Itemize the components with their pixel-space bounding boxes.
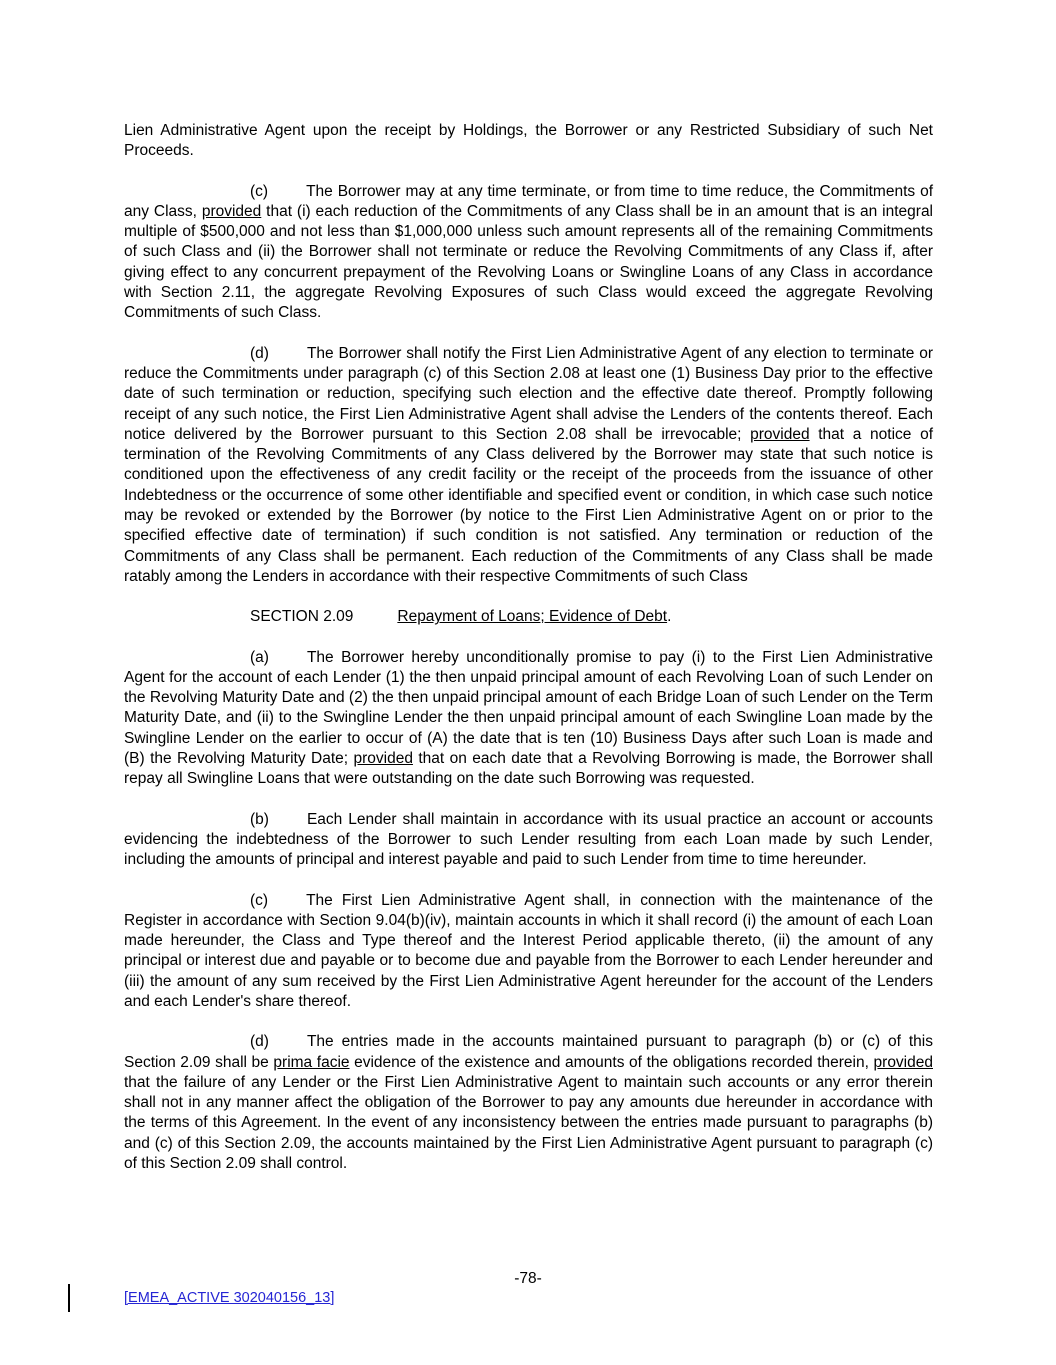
text-run: that the failure of any Lender or the First Lien Administrative Agent to maintain such accounts or any error therein shall not in any manner affect the obligation of the Borrower to pay any amounts due hereunder in accordance with the terms of this Agreement. In the event of any inconsistency between the entries made pursuant to paragraphs (b) and (c) of this Section 2.09, the accounts maintained by the First Lien Administrative Agent pursuant to paragraph (c) of this Section 2.09 shall control. [124, 1073, 933, 1173]
paragraph-text [124, 345, 933, 585]
paragraph-2-09-b [124, 810, 933, 871]
paragraph-marker: (d) [250, 1033, 269, 1051]
underlined-term: prima facie [273, 1053, 350, 1071]
paragraph-text [124, 122, 933, 159]
underlined-term: provided [750, 425, 810, 443]
paragraph-text [124, 1033, 933, 1172]
section-title [397, 608, 671, 625]
underlined-term: Repayment of Loans; Evidence of Debt [397, 608, 668, 626]
paragraph-text [124, 649, 933, 788]
text-run: The Borrower hereby unconditionally promise to pay (i) to the First Lien Administrative Agent for the account of each Lender (1) the then unpaid principal amount of each Revolving Loan of such Lender on the Revolving Maturity Date and (2) the then unpaid principal amount of each Bridge Loan of such Lender on the Term Maturity Date, and (ii) to the Swingline Lender the then unpaid principal amount of each Swingline Loan made by the Swingline Lender on the earlier to occur of (A) the date that is ten (10) Business Days after such Loan is made and (B) the Revolving Maturity Date; [124, 648, 933, 768]
underlined-term: provided [873, 1053, 933, 1071]
text-run: The Borrower shall notify the First Lien Administrative Agent of any election to terminate or reduce the Commitments under paragraph (c) of this Section 2.08 at least one (1) Business Day prior to the effective date of such termination or reduction, specifying such election and the effective date thereof. Promptly following receipt of any such notice, the First Lien Administrative Agent shall advise the Lenders of the contents thereof. Each notice delivered by the Borrower pursuant to this Section 2.08 shall be irrevocable; [124, 344, 933, 443]
document-tag: [EMEA_ACTIVE 302040156_13] [124, 1290, 335, 1306]
paragraph-text [124, 892, 933, 1010]
page-number: -78- [514, 1270, 542, 1287]
text-run: evidence of the existence and amounts of the obligations recorded therein, [349, 1053, 874, 1071]
text-run: . [667, 608, 672, 626]
paragraph-marker: (c) [250, 182, 269, 200]
text-run: Each Lender shall maintain in accordance with its usual practice an account or accounts evidencing the indebtedness of the Borrower to such Lender resulting from each Loan made by such Lender, including the amounts of principal and interest payable and paid to such Lender from time to time hereunder. [124, 810, 933, 869]
text-run: that a notice of termination of the Revolving Commitments of any Class delivered by the Borrower may state that such notice is conditioned upon the effectiveness of any credit facility or the receipt of the proceeds from the issuance of other Indebtedness or the occurrence of some other identifiable and specified event or condition, in which case such notice may be revoked or extended by the Borrower (by notice to the First Lien Administrative Agent on or prior to the specified effective date of termination) if such condition is not satisfied. Any termination or reduction of the Commitments of any Class shall be permanent. Each reduction of the Commitments of any Class shall be made ratably among the Lenders in accordance with their respective Commitments of such Class [124, 425, 933, 585]
underlined-term: provided [201, 202, 262, 220]
section-label: SECTION 2.09 [250, 608, 354, 626]
paragraph-marker: (a) [250, 648, 269, 666]
document-body [124, 121, 933, 1194]
paragraph-2-08-c [124, 182, 933, 324]
change-bar [68, 1284, 70, 1312]
paragraph-text [124, 183, 933, 322]
text-run: The First Lien Administrative Agent shall, in connection with the maintenance of the Register in accordance with Section 9.04(b)(iv), maintain accounts in which it shall record (i) the amount of each Loan made hereunder, the Class and Type thereof and the Interest Period applicable thereto, (ii) the amount of any principal or interest due and payable or to become due and payable from the Borrower to each Lender hereunder and (iii) the amount of any sum received by the First Lien Administrative Agent hereunder for the account of the Lenders and each Lender's share thereof. [124, 891, 933, 1010]
text-run: Lien Administrative Agent upon the receipt by Holdings, the Borrower or any Restricted Subsidiary of such Net Proceeds. [124, 122, 933, 160]
paragraph-marker: (d) [250, 344, 269, 362]
paragraph-2-09-c [124, 891, 933, 1013]
underlined-term: provided [353, 750, 413, 768]
paragraph-2-09-a [124, 648, 933, 790]
paragraph-2-09-d [124, 1032, 933, 1174]
text-run: The entries made in the accounts maintained pursuant to paragraph (b) or (c) of this Section 2.09 shall be [124, 1033, 933, 1071]
paragraph-marker: (c) [250, 891, 269, 909]
paragraph-continuation [124, 121, 933, 162]
section-heading-2-09 [124, 607, 933, 627]
text-run: that (i) each reduction of the Commitments of any Class shall be in an amount that is an integral multiple of $500,000 and not less than $1,000,000 unless such amount represents all of the remaining Commitments of such Class and (ii) the Borrower shall not terminate or reduce the Revolving Commitments of any Class if, after giving effect to any concurrent prepayment of the Revolving Loans or Swingline Loans of any Class in accordance with Section 2.11, the aggregate Revolving Exposures of such Class would exceed the aggregate Revolving Commitments of such Class. [124, 202, 934, 322]
paragraph-text [124, 811, 933, 869]
paragraph-2-08-d [124, 344, 933, 588]
text-run: that on each date that a Revolving Borrowing is made, the Borrower shall repay all Swingline Loans that were outstanding on the date such Borrowing was requested. [124, 750, 933, 788]
text-run: The Borrower may at any time terminate, or from time to time reduce, the Commitments of any Class, [124, 182, 933, 220]
paragraph-marker: (b) [250, 810, 269, 828]
